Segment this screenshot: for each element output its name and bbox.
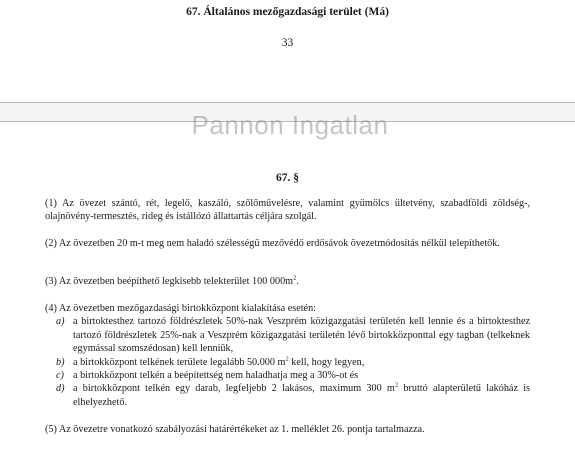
list-item <box>45 382 530 409</box>
previous-page-bottom <box>0 0 575 102</box>
superscript: 2 <box>285 355 289 363</box>
paragraph-3-text: (3) Az övezetben beépíthető legkisebb telekterület 100 000m <box>45 276 294 287</box>
page-separator <box>0 102 575 122</box>
list-item-text-end: kell, hogy legyen, <box>288 356 365 368</box>
chapter-heading: 67. Általános mezőgazdasági terület (Má) <box>186 6 389 18</box>
list-item-text: a birtokközpont telkének területe legalább 50.000 m <box>73 356 286 368</box>
list-item <box>45 369 530 382</box>
paragraph-5: (5) Az övezetre vonatkozó szabályozási határértékeket az 1. melléklet 26. pontja tartalmazza. <box>45 424 425 435</box>
watermark: Pannon Ingatlan <box>191 110 389 140</box>
page-content <box>0 122 575 450</box>
list-marker: a) <box>56 316 65 328</box>
paragraph-4-intro: (4) Az övezetben mezőgazdasági birtokközpont kialakítása esetén: <box>45 303 316 314</box>
paragraph-2: (2) Az övezetben 20 m-t meg nem haladó szélességű mezővédő erdősávok övezetmódosítás nélkül telepíthetők. <box>45 238 500 249</box>
list-marker: d) <box>56 383 65 395</box>
superscript: 2 <box>394 382 399 390</box>
list-item-text: a birtokközpont telkén egy darab, legfeljebb 2 lakásos, maximum 300 m <box>73 383 395 395</box>
paragraph-1: (1) Az övezet szántó, rét, legelő, kaszáló, szőlőművelésre, valamint gyümölcs ültetvény, szabadföldi zöldség-, olajnövény-termesztés, rideg és istállózó állattartás céljára szolgál. <box>45 198 530 223</box>
paragraph-3 <box>45 275 530 288</box>
section-heading: 67. § <box>276 172 299 184</box>
list-marker: b) <box>56 356 65 368</box>
list-item-text-end: bruttó alapterületű lakóház is elhelyezhető. <box>73 383 531 408</box>
paragraph-4 <box>45 302 530 409</box>
list-item-text: a birtokközpont telkén a beépítettség nem haladhatja meg a 30%-ot és <box>73 370 359 382</box>
list-marker: c) <box>56 370 64 382</box>
page-number: 33 <box>281 37 294 49</box>
list-item <box>45 356 530 369</box>
superscript: 2 <box>293 274 297 282</box>
list-item-text: a birtoktesthez tartozó földrészletek 50%-nak Veszprém közigazgatási területén kell lennie és a birtoktesthez tartozó földrészletek 25%-nak a Veszprém közigazgatási területén lévő birtokközponttal egy tagban (telkeknek egymással szomszédosan) kell lenniük, <box>73 316 530 355</box>
paragraph-3-end: . <box>296 276 299 287</box>
condition-list <box>45 315 530 409</box>
list-item <box>45 315 530 355</box>
